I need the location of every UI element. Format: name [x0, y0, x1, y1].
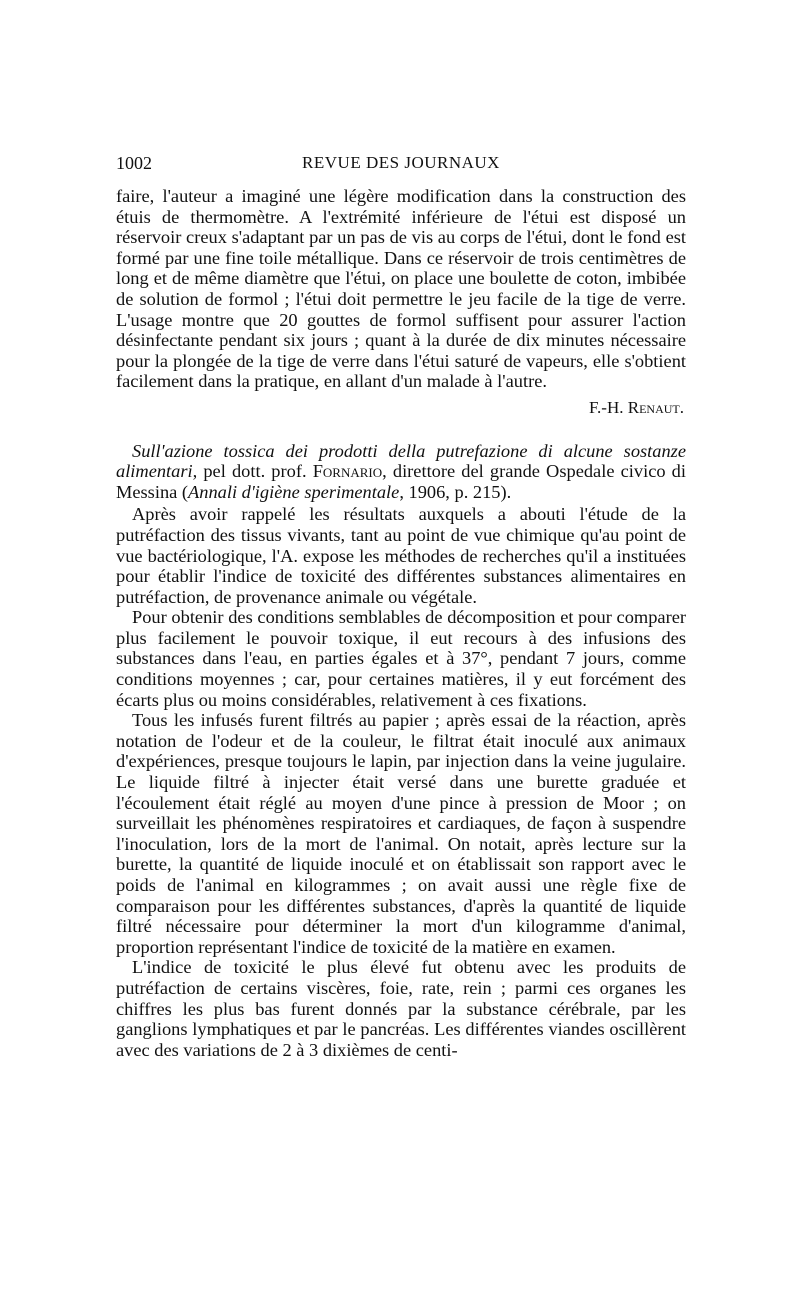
- article2-author-suffix: , direttore del grande Ospedale civico di Messina (: [116, 461, 686, 502]
- article2-journal: Annali d'igiène sperimentale: [188, 481, 400, 502]
- article2-paragraph: L'indice de toxicité le plus élevé fut obtenu avec les produits de putréfaction de certains viscères, foie, rate, rein ; parmi ces organes les chiffres les plus bas furent donnés par la substance cérébrale, par les ganglions lymphatiques et par le pancréas. Les différentes viandes oscillèrent avec des variations de 2 à 3 dixièmes de centi-: [116, 957, 686, 1060]
- article2-paragraph: Après avoir rappelé les résultats auxquels a abouti l'étude de la putréfaction des tissus vivants, tant au point de vue chimique qu'au point de vue bactériologique, l'A. expose les méthodes de recherches qu'il a instituées pour établir l'indice de toxicité des différentes substances alimentaires en putréfaction, de provenance animale ou végétale.: [116, 504, 686, 607]
- article2-paragraph: Tous les infusés furent filtrés au papier ; après essai de la réaction, après notation de l'odeur et de la couleur, le filtrat était inoculé aux animaux d'expériences, presque toujours le lapin, par injection dans la veine jugulaire. Le liquide filtré à injecter était versé dans une burette graduée et l'écoulement était réglé au moyen d'une pince à pression de Moor ; on surveillait les phénomènes respiratoires et cardiaques, de façon à suspendre l'inoculation, lors de la mort de l'animal. On notait, après lecture sur la burette, la quantité de liquide inoculé et on établissait son rapport avec le poids de l'animal en kilogrammes ; on avait aussi une règle fixe de comparaison pour les différentes substances, d'après la quantité de liquide filtré nécessaire pour déterminer la mort d'un kilogramme d'animal, proportion représentant l'indice de toxicité de la matière en examen.: [116, 710, 686, 957]
- running-head: REVUE DES JOURNAUX: [302, 153, 500, 172]
- body-text: [116, 186, 686, 1060]
- article2-title: Sull'azione tossica dei prodotti della putrefazione di alcune sostanze alimentari,: [116, 440, 686, 482]
- article2-citation: [116, 441, 686, 503]
- article1-continuation: faire, l'auteur a imaginé une légère modification dans la construction des étuis de thermomètre. A l'extrémité inférieure de l'étui est disposé un réservoir creux s'adaptant par un pas de vis au corps de l'étui, dont le fond est formé par une fine toile métallique. Dans ce réservoir de trois centimètres de long et de même diamètre que l'étui, on place une boulette de coton, imbibée de solution de formol ; l'étui doit permettre le jeu facile de la tige de verre. L'usage montre que 20 gouttes de formol suffisent pour assurer l'action désinfectante pendant six jours ; quant à la durée de dix minutes nécessaire pour la plongée de la tige de verre dans l'étui saturé de vapeurs, elle s'obtient facilement dans la pratique, en allant d'un malade à l'autre.: [116, 186, 686, 392]
- article1-signature: F.-H. Renaut.: [588, 397, 684, 417]
- page-header: [116, 153, 686, 177]
- article2-author-name: Fornario: [312, 461, 383, 482]
- article2-author-prefix: pel dott. prof.: [197, 461, 313, 482]
- article2-journal-suffix: , 1906, p. 215).: [399, 481, 512, 502]
- article2-paragraph: Pour obtenir des conditions semblables de décomposition et pour comparer plus facilement le pouvoir toxique, il eut recours à des infusions des substances dans l'eau, en parties égales et à 37°, pendant 7 jours, comme conditions moyennes ; car, pour certaines matières, il y eut forcément des écarts plus ou moins considérables, relativement à ces fixations.: [116, 607, 686, 710]
- page-number: 1002: [116, 153, 152, 173]
